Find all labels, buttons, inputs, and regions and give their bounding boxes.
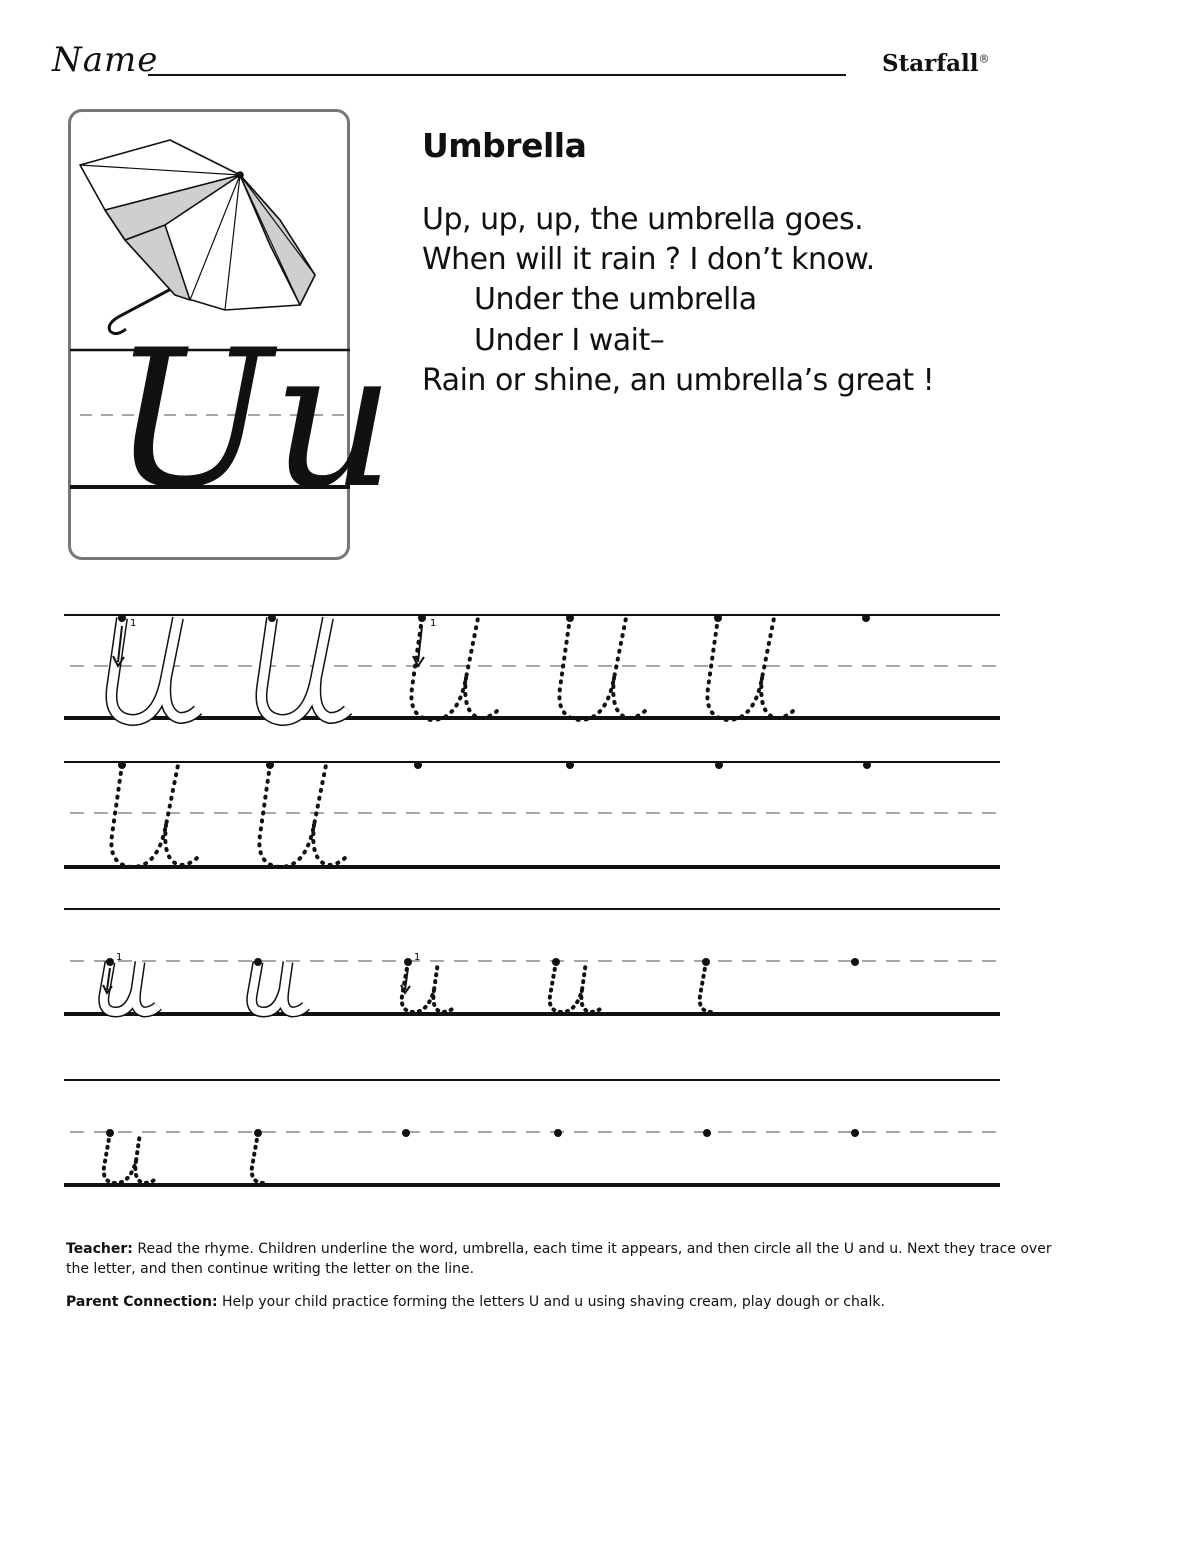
- stroke-number: 1: [430, 618, 437, 629]
- stroke-number: 1: [414, 952, 421, 963]
- trace-letter-u-dotted[interactable]: [401, 952, 456, 1012]
- name-label: Name: [52, 40, 159, 80]
- trace-letter-U-dotted[interactable]: [707, 614, 794, 720]
- poem-line: Up, up, up, the umbrella goes.: [422, 202, 864, 237]
- poem-line: Under I wait–: [474, 323, 665, 358]
- brand-registered-mark: ®: [978, 52, 990, 66]
- poem-line: Under the umbrella: [474, 282, 757, 317]
- trace-letter-U-dotted[interactable]: [411, 614, 498, 720]
- trace-letter-u-partial[interactable]: [252, 1129, 264, 1183]
- poem-line: When will it rain ? I don’t know.: [422, 242, 875, 277]
- parent-text: Help your child practice forming the letters U and u using shaving cream, play dough or chalk.: [222, 1294, 885, 1310]
- teacher-text: Read the rhyme. Children underline the word, umbrella, each time it appears, and then circle all the U and u. Next they trace over the letter, and then continue writing the letter on the line.: [66, 1241, 1052, 1277]
- teacher-note: [66, 1239, 1066, 1279]
- start-dot[interactable]: [715, 761, 723, 769]
- stroke-number: 1: [116, 952, 123, 963]
- card-artwork: [70, 115, 395, 555]
- start-dot[interactable]: [862, 614, 870, 622]
- parent-note: [66, 1292, 1066, 1312]
- start-dot[interactable]: [703, 1129, 711, 1137]
- trace-letter-U-outline[interactable]: [111, 614, 198, 720]
- umbrella-icon: [80, 140, 315, 334]
- poem-title: Umbrella: [422, 126, 587, 165]
- parent-label: Parent Connection:: [66, 1294, 218, 1310]
- trace-letter-U-dotted[interactable]: [111, 761, 198, 867]
- handwriting-practice-area[interactable]: [0, 590, 1200, 1210]
- trace-letter-U-dotted[interactable]: [259, 761, 346, 867]
- trace-letter-U-outline[interactable]: [261, 614, 348, 720]
- trace-letter-u-dotted[interactable]: [550, 958, 604, 1012]
- name-write-line[interactable]: [148, 74, 846, 76]
- trace-letter-u-dotted[interactable]: [104, 1129, 158, 1183]
- start-dot[interactable]: [863, 761, 871, 769]
- stroke-number: 1: [130, 618, 137, 629]
- trace-letter-U-dotted[interactable]: [559, 614, 646, 720]
- start-dot[interactable]: [566, 761, 574, 769]
- start-dot[interactable]: [554, 1129, 562, 1137]
- start-dot[interactable]: [851, 1129, 859, 1137]
- poem-line: Rain or shine, an umbrella’s great !: [422, 363, 935, 398]
- trace-letter-u-outline[interactable]: [252, 958, 306, 1012]
- start-dot[interactable]: [414, 761, 422, 769]
- brand-logo: [882, 50, 990, 77]
- brand-text: Starfall: [882, 50, 979, 77]
- card-letters: Uu: [112, 309, 395, 530]
- trace-letter-u-partial[interactable]: [700, 958, 712, 1012]
- teacher-label: Teacher:: [66, 1241, 133, 1257]
- start-dot[interactable]: [851, 958, 859, 966]
- start-dot[interactable]: [402, 1129, 410, 1137]
